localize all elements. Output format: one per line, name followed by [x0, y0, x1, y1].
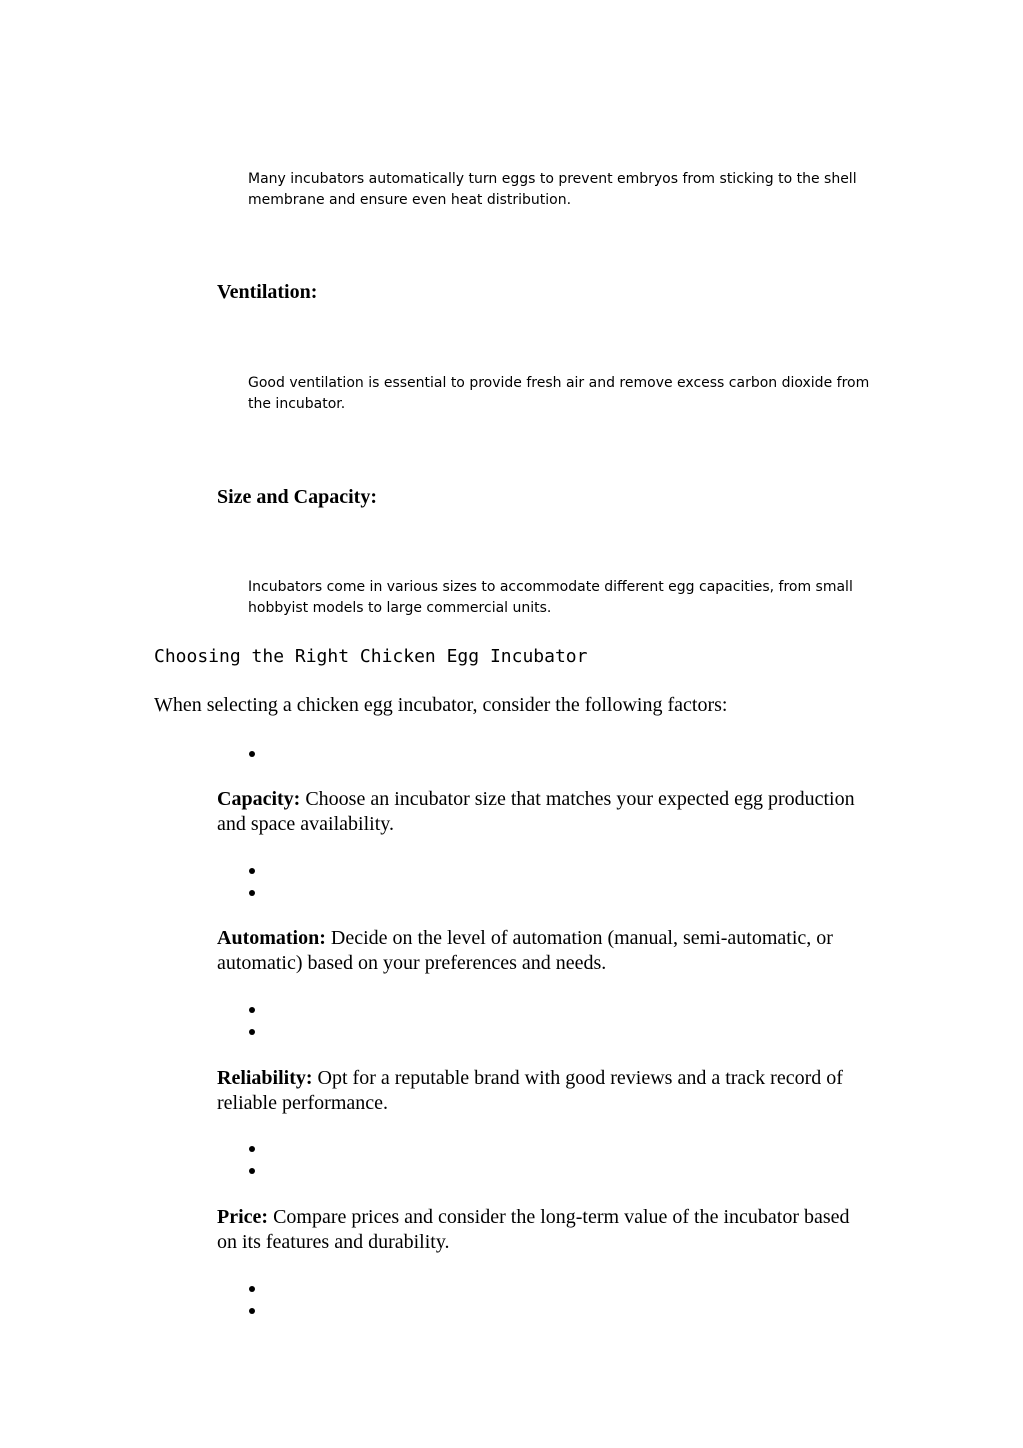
factor-label: Automation: — [217, 927, 326, 949]
turning-description: Many incubators automatically turn eggs to prevent embryos from sticking to the shell membrane and ensure even heat distribution. — [248, 171, 857, 208]
ventilation-description: Good ventilation is essential to provide fresh air and remove excess carbon dioxide from the incubator. — [248, 375, 870, 412]
factor-automation — [217, 926, 867, 976]
factor-reliability — [217, 1066, 867, 1116]
factor-label: Capacity: — [217, 788, 301, 810]
factor-text: Opt for a reputable brand with good reviews and a track record of reliable performance. — [217, 1067, 843, 1114]
choosing-title: Choosing the Right Chicken Egg Incubator — [154, 646, 588, 667]
factor-label: Reliability: — [217, 1067, 313, 1089]
factor-label: Price: — [217, 1206, 269, 1228]
factor-capacity — [217, 787, 867, 837]
bullet-dot — [249, 1286, 255, 1292]
size-capacity-heading: Size and Capacity: — [217, 486, 377, 508]
size-capacity-description: Incubators come in various sizes to accommodate different egg capacities, from small hobbyist models to large commercial units. — [248, 579, 853, 616]
factor-price — [217, 1205, 867, 1255]
choosing-intro: When selecting a chicken egg incubator, consider the following factors: — [154, 694, 728, 716]
bullet-dot — [249, 1168, 255, 1174]
factor-text: Choose an incubator size that matches your expected egg production and space availability. — [217, 788, 855, 835]
bullet-dot — [249, 1007, 255, 1013]
bullet-dot — [249, 868, 255, 874]
bullet-dot — [249, 1029, 255, 1035]
factor-text: Compare prices and consider the long-term value of the incubator based on its features and durability. — [217, 1206, 850, 1253]
bullet-dot — [249, 890, 255, 896]
ventilation-heading: Ventilation: — [217, 281, 318, 303]
bullet-dot — [249, 1308, 255, 1314]
factor-text: Decide on the level of automation (manual, semi-automatic, or automatic) based on your preferences and needs. — [217, 927, 833, 974]
bullet-dot — [249, 1146, 255, 1152]
bullet-dot — [249, 751, 255, 757]
